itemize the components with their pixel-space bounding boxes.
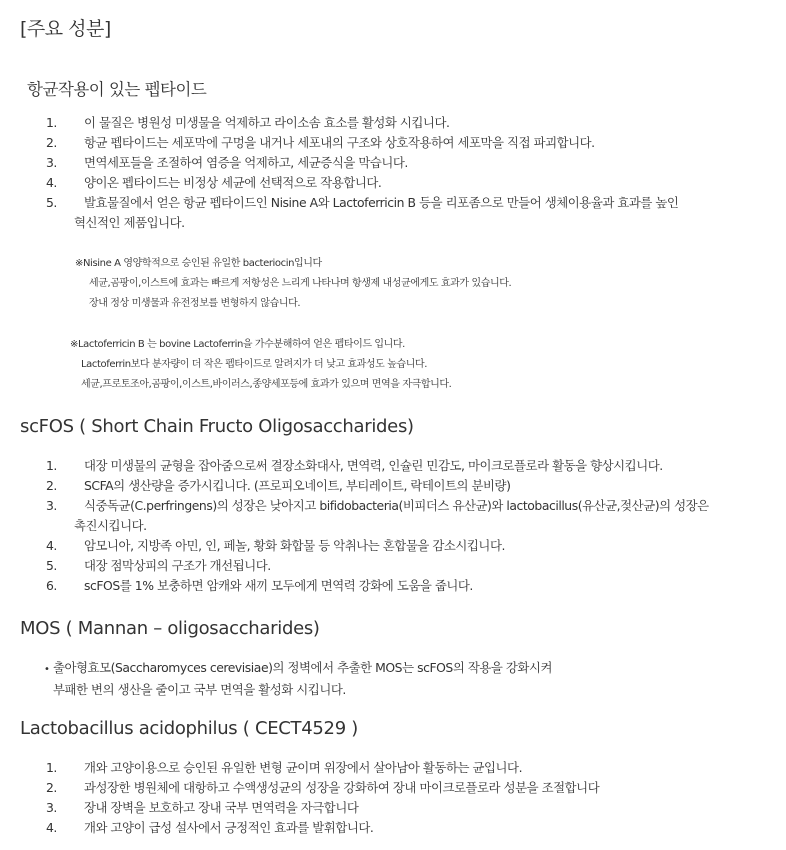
list-item: 1. 개와 고양이용으로 승인된 유일한 변형 균이며 위장에서 살아남아 활동하는 균입니다. (46, 760, 523, 775)
note-lactoferricin-line: 세균,프로토조아,곰팡이,이스트,바이러스,종양세포등에 효과가 있으며 면역을 자극합니다. (81, 379, 452, 390)
list-item-continuation: 촉진시킵니다. (74, 518, 147, 533)
note-nisine-line: 장내 정상 미생물과 유전정보를 변형하지 않습니다. (89, 298, 301, 309)
list-item: 1. 대장 미생물의 균형을 잡아줌으로써 결장소화대사, 면역력, 인슐린 민감도, 마이크로플로라 활동을 향상시킵니다. (46, 458, 663, 473)
list-item: 4. 암모니아, 지방족 아민, 인, 페놀, 황화 화합물 등 악취나는 혼합물을 감소시킵니다. (46, 538, 505, 553)
note-lactoferricin-line: Lactoferrin보다 분자량이 더 작은 펩타이드로 알려지가 더 낮고 효과성도 높습니다. (81, 359, 427, 370)
list-item: 6. scFOS를 1% 보충하면 암캐와 새끼 모두에게 면역력 강화에 도움을 줍니다. (46, 578, 473, 593)
list-item: 5. 대장 점막상피의 구조가 개선됩니다. (46, 558, 271, 573)
list-item: 3. 장내 장벽을 보호하고 장내 국부 면역력을 자극합니다 (46, 800, 359, 815)
bullet-dot: • (44, 664, 50, 675)
mos-line: • 출아형효모(Saccharomyces cerevisiae)의 정벽에서 추출한 MOS는 scFOS의 작용을 강화시켜 (44, 658, 552, 680)
list-item: 3. 식중독균(C.perfringens)의 성장은 낮아지고 bifidobacteria(비피더스 유산균)와 lactobacillus(유산균,젖산균)의 성장은 (46, 498, 709, 513)
list-item: 4. 양이온 펩타이드는 비정상 세균에 선택적으로 작용합니다. (46, 175, 382, 190)
section-heading-peptide: 항균작용이 있는 펩타이드 (27, 80, 207, 99)
page-title: [주요 성분] (20, 18, 111, 40)
section-heading-lactobacillus: Lactobacillus acidophilus ( CECT4529 ) (20, 718, 359, 739)
mos-line: 부패한 변의 생산을 줄이고 국부 면역을 활성화 시킵니다. (53, 682, 346, 697)
note-nisine-title: ※Nisine A 영양학적으로 승인된 유일한 bacteriocin입니다 (75, 258, 322, 269)
peptide-list (46, 113, 766, 233)
list-item: 1. 이 물질은 병원성 미생물을 억제하고 라이소솜 효소를 활성화 시킵니다. (46, 115, 450, 130)
list-item: 5. 발효물질에서 얻은 항균 펩타이드인 Nisine A와 Lactoferricin B 등을 리포좀으로 만들어 생체이용율과 효과를 높인 (46, 195, 679, 210)
list-item: 3. 면역세포들을 조절하여 염증을 억제하고, 세균증식을 막습니다. (46, 155, 408, 170)
list-item: 2. SCFA의 생산량을 증가시킵니다. (프로피오네이트, 부티레이트, 락테이트의 분비량) (46, 478, 511, 493)
scfos-list (46, 456, 766, 596)
list-item: 4. 개와 고양이 급성 설사에서 긍정적인 효과를 발휘합니다. (46, 820, 374, 835)
note-lactoferricin-title: ※Lactoferricin B 는 bovine Lactoferrin을 가수분해하여 얻은 펩타이드 입니다. (70, 339, 405, 350)
list-item: 2. 항균 펩타이드는 세포막에 구멍을 내거나 세포내의 구조와 상호작용하여 세포막을 직접 파괴합니다. (46, 135, 595, 150)
section-heading-mos: MOS ( Mannan – oligosaccharides) (20, 618, 320, 639)
list-item-continuation: 혁신적인 제품입니다. (74, 215, 185, 230)
list-item: 2. 과성장한 병원체에 대항하고 수액생성균의 성장을 강화하여 장내 마이크로플로라 성분을 조절합니다 (46, 780, 600, 795)
note-nisine-line: 세균,곰팡이,이스트에 효과는 빠르게 저항성은 느리게 나타나며 항생제 내성균에게도 효과가 있습니다. (89, 278, 512, 289)
section-heading-scfos: scFOS ( Short Chain Fructo Oligosaccharides) (20, 416, 414, 437)
mos-description (44, 658, 552, 700)
lactobacillus-list (46, 758, 766, 838)
